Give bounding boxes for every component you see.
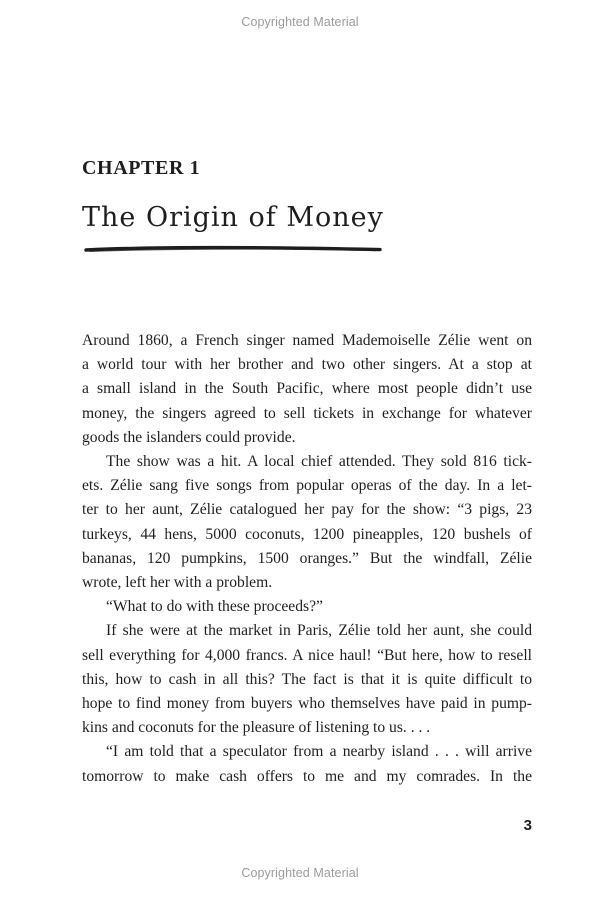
chapter-title: The Origin of Money — [82, 202, 384, 233]
body-line: this, how to cash in all this? The fact is that it is quite difficult to — [82, 670, 532, 688]
title-underline-brushstroke — [84, 243, 384, 255]
body-line: ter to her aunt, Zélie catalogued her pay for the show: “3 pigs, 23 — [82, 501, 532, 519]
body-line: turkeys, 44 hens, 5000 coconuts, 1200 pineapples, 120 bushels of — [82, 525, 532, 543]
page-number: 3 — [523, 817, 532, 834]
body-line: The show was a hit. A local chief attended. They sold 816 tick- — [106, 453, 532, 471]
body-line: “I am told that a speculator from a nearby island . . . will arrive — [106, 743, 532, 761]
copyright-watermark-bottom: Copyrighted Material — [241, 866, 359, 880]
body-line: If she were at the market in Paris, Zélie told her aunt, she could — [106, 622, 532, 640]
body-text — [82, 329, 532, 789]
body-line: wrote, left her with a problem. — [82, 574, 273, 592]
body-line: “What to do with these proceeds?” — [106, 598, 323, 616]
body-line: sell everything for 4,000 francs. A nice haul! “But here, how to resell — [82, 646, 532, 664]
copyright-watermark-top: Copyrighted Material — [241, 15, 359, 29]
body-line: a small island in the South Pacific, where most people didn’t use — [82, 380, 532, 398]
body-line: Around 1860, a French singer named Mademoiselle Zélie went on — [82, 332, 532, 349]
body-line: kins and coconuts for the pleasure of listening to us. . . . — [82, 719, 431, 737]
body-line: goods the islanders could provide. — [82, 428, 296, 446]
body-line: hope to find money from buyers who themselves have paid in pump- — [82, 695, 532, 713]
chapter-label: CHAPTER 1 — [82, 157, 201, 179]
body-line: a world tour with her brother and two other singers. At a stop at — [82, 356, 532, 374]
body-line: money, the singers agreed to sell tickets in exchange for whatever — [82, 404, 532, 422]
body-line: ets. Zélie sang five songs from popular operas of the day. In a let- — [82, 477, 532, 495]
body-line: tomorrow to make cash offers to me and my comrades. In the — [82, 767, 532, 785]
body-line: bananas, 120 pumpkins, 1500 oranges.” But the windfall, Zélie — [82, 549, 532, 567]
